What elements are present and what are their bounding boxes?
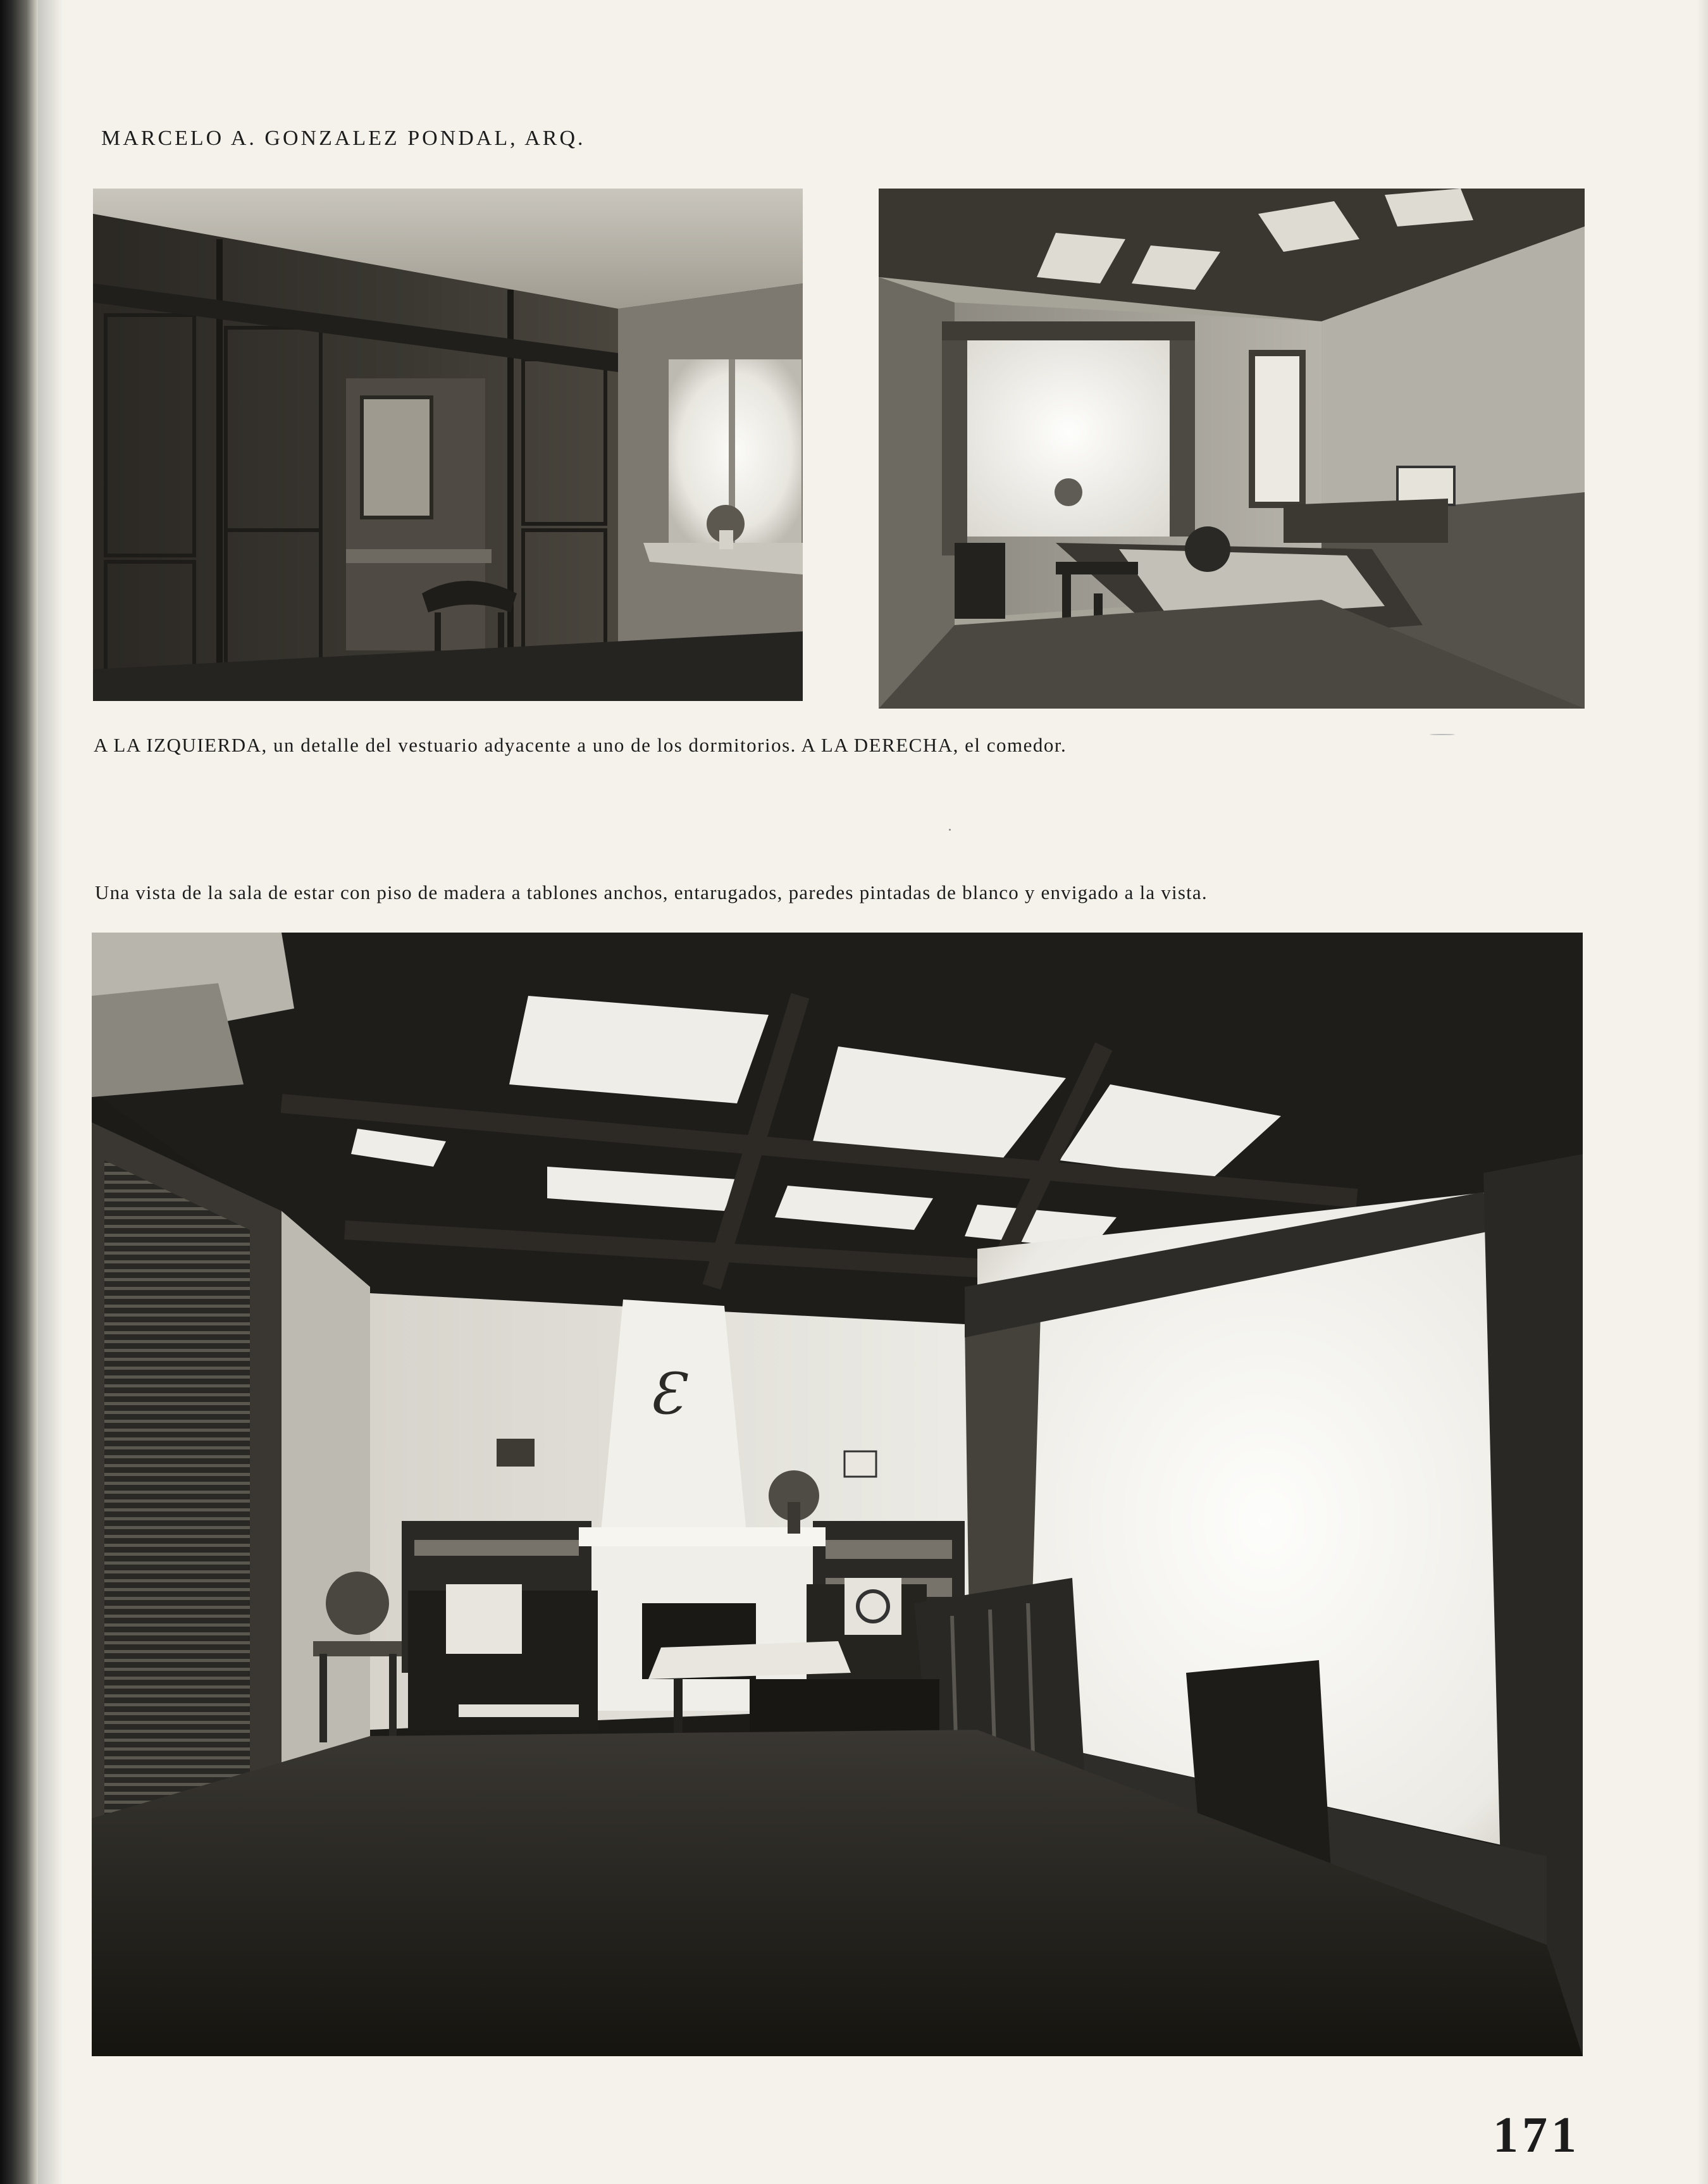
page-number: 171 [1493, 2107, 1580, 2163]
page-edge [1697, 0, 1708, 2184]
top-photos-caption: A LA IZQUIERDA, un detalle del vestuario adyacente a uno de los dormitorios. A LA DERECHA, el comedor. [94, 734, 1067, 756]
living-room-photo [92, 933, 1583, 2056]
book-spine-shadow [0, 0, 38, 2184]
author-header: MARCELO A. GONZALEZ PONDAL, ARQ. [101, 127, 586, 150]
paper-speck [949, 829, 951, 831]
gutter-shadow [38, 0, 63, 2184]
dining-room-photo [879, 189, 1585, 709]
paper-mark [1430, 734, 1455, 735]
svg-text:Ɛ: Ɛ [648, 1361, 684, 1427]
dressing-room-photo [93, 189, 803, 701]
living-room-caption: Una vista de la sala de estar con piso de madera a tablones anchos, entarugados, paredes pintadas de blanco y envigado a la vista. [95, 881, 1208, 903]
